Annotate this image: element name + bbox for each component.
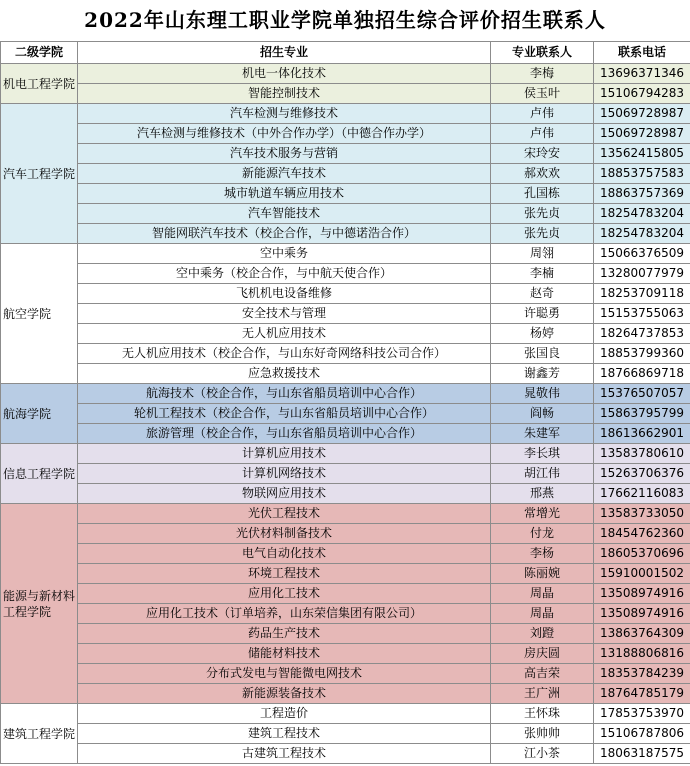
contact-cell[interactable]: 高吉荣 — [491, 664, 594, 684]
phone-cell[interactable]: 17853753970 — [594, 704, 690, 724]
contact-cell[interactable]: 晁敬伟 — [491, 384, 594, 404]
phone-cell[interactable]: 18454762360 — [594, 524, 690, 544]
header-row — [1, 42, 690, 64]
contact-cell[interactable]: 张帅帅 — [491, 724, 594, 744]
sheet-title: 2022年山东理工职业学院单独招生综合评价招生联系人 — [84, 8, 606, 32]
table-row — [1, 284, 690, 304]
contact-cell[interactable]: 李梅 — [491, 64, 594, 84]
major-cell[interactable]: 无人机应用技术（校企合作，与山东好奇网络科技公司合作） — [78, 344, 491, 364]
phone-cell[interactable]: 15910001502 — [594, 564, 690, 584]
table-row — [1, 344, 690, 364]
major-cell[interactable]: 汽车检测与维修技术 — [78, 104, 491, 124]
contact-cell[interactable]: 许聪勇 — [491, 304, 594, 324]
major-cell[interactable]: 建筑工程技术 — [78, 724, 491, 744]
major-cell[interactable]: 应用化工技术（订单培养，山东荣信集团有限公司） — [78, 604, 491, 624]
major-cell[interactable]: 药品生产技术 — [78, 624, 491, 644]
college-cell[interactable]: 航空学院 — [1, 244, 78, 384]
contact-cell[interactable]: 孔国栋 — [491, 184, 594, 204]
phone-cell[interactable]: 18253709118 — [594, 284, 690, 304]
phone-cell[interactable]: 13188806816 — [594, 644, 690, 664]
phone-cell[interactable]: 18764785179 — [594, 684, 690, 704]
phone-cell[interactable]: 15376507057 — [594, 384, 690, 404]
major-cell[interactable]: 应用化工技术 — [78, 584, 491, 604]
header-college[interactable]: 二级学院 — [1, 42, 78, 64]
table-row — [1, 324, 690, 344]
major-cell[interactable]: 机电一体化技术 — [78, 64, 491, 84]
phone-cell[interactable]: 18605370696 — [594, 544, 690, 564]
contact-cell[interactable]: 胡江伟 — [491, 464, 594, 484]
college-cell[interactable]: 汽车工程学院 — [1, 104, 78, 244]
table-row — [1, 304, 690, 324]
table-body — [1, 64, 690, 764]
table-row — [1, 164, 690, 184]
major-cell[interactable]: 汽车检测与维修技术（中外合作办学）（中德合作办学） — [78, 124, 491, 144]
college-cell[interactable]: 建筑工程学院 — [1, 704, 78, 764]
major-cell[interactable]: 空中乘务 — [78, 244, 491, 264]
contact-cell[interactable]: 邢燕 — [491, 484, 594, 504]
table-row — [1, 604, 690, 624]
table-row — [1, 484, 690, 504]
major-cell[interactable]: 汽车技术服务与营销 — [78, 144, 491, 164]
contact-table — [0, 41, 690, 764]
contact-cell[interactable]: 李长琪 — [491, 444, 594, 464]
table-row — [1, 244, 690, 264]
table-row — [1, 744, 690, 764]
phone-cell[interactable]: 18613662901 — [594, 424, 690, 444]
table-row — [1, 424, 690, 444]
table-row — [1, 384, 690, 404]
college-cell[interactable]: 能源与新材料工程学院 — [1, 504, 78, 704]
major-cell[interactable]: 计算机网络技术 — [78, 464, 491, 484]
contact-cell[interactable]: 侯玉叶 — [491, 84, 594, 104]
major-cell[interactable]: 工程造价 — [78, 704, 491, 724]
major-cell[interactable]: 环境工程技术 — [78, 564, 491, 584]
contact-cell[interactable]: 郝欢欢 — [491, 164, 594, 184]
phone-cell[interactable]: 15106787806 — [594, 724, 690, 744]
phone-cell[interactable]: 13863764309 — [594, 624, 690, 644]
phone-cell[interactable]: 18766869718 — [594, 364, 690, 384]
contact-cell[interactable]: 江小茶 — [491, 744, 594, 764]
major-cell[interactable]: 电气自动化技术 — [78, 544, 491, 564]
header-phone[interactable]: 联系电话 — [594, 42, 690, 64]
phone-cell[interactable]: 15069728987 — [594, 124, 690, 144]
header-major[interactable]: 招生专业 — [78, 42, 491, 64]
phone-cell[interactable]: 13583733050 — [594, 504, 690, 524]
major-cell[interactable]: 轮机工程技术（校企合作，与山东省船员培训中心合作） — [78, 404, 491, 424]
major-cell[interactable]: 城市轨道车辆应用技术 — [78, 184, 491, 204]
contact-cell[interactable]: 李杨 — [491, 544, 594, 564]
major-cell[interactable]: 计算机应用技术 — [78, 444, 491, 464]
table-row — [1, 624, 690, 644]
major-cell[interactable]: 新能源装备技术 — [78, 684, 491, 704]
table-row — [1, 564, 690, 584]
phone-cell[interactable]: 18353784239 — [594, 664, 690, 684]
major-cell[interactable]: 光伏材料制备技术 — [78, 524, 491, 544]
contact-cell[interactable]: 卢伟 — [491, 124, 594, 144]
phone-cell[interactable]: 13508974916 — [594, 604, 690, 624]
table-row — [1, 524, 690, 544]
table-row — [1, 64, 690, 84]
table-row — [1, 364, 690, 384]
contact-cell[interactable]: 周翎 — [491, 244, 594, 264]
contact-cell[interactable]: 宋玲安 — [491, 144, 594, 164]
major-cell[interactable]: 汽车智能技术 — [78, 204, 491, 224]
phone-cell[interactable]: 13696371346 — [594, 64, 690, 84]
table-row — [1, 644, 690, 664]
contact-cell[interactable]: 周晶 — [491, 584, 594, 604]
major-cell[interactable]: 分布式发电与智能微电网技术 — [78, 664, 491, 684]
phone-cell[interactable]: 13280077979 — [594, 264, 690, 284]
major-cell[interactable]: 空中乘务（校企合作，与中航天使合作） — [78, 264, 491, 284]
major-cell[interactable]: 应急救援技术 — [78, 364, 491, 384]
phone-cell[interactable]: 13583780610 — [594, 444, 690, 464]
major-cell[interactable]: 无人机应用技术 — [78, 324, 491, 344]
table-row — [1, 104, 690, 124]
phone-cell[interactable]: 18063187575 — [594, 744, 690, 764]
contact-cell[interactable]: 常增光 — [491, 504, 594, 524]
major-cell[interactable]: 光伏工程技术 — [78, 504, 491, 524]
major-cell[interactable]: 新能源汽车技术 — [78, 164, 491, 184]
major-cell[interactable]: 智能控制技术 — [78, 84, 491, 104]
contact-cell[interactable]: 刘蹬 — [491, 624, 594, 644]
contact-cell[interactable]: 朱建军 — [491, 424, 594, 444]
phone-cell[interactable]: 15863795799 — [594, 404, 690, 424]
contact-cell[interactable]: 张先贞 — [491, 224, 594, 244]
phone-cell[interactable]: 15106794283 — [594, 84, 690, 104]
contact-cell[interactable]: 谢鑫芳 — [491, 364, 594, 384]
header-contact[interactable]: 专业联系人 — [491, 42, 594, 64]
contact-cell[interactable]: 卢伟 — [491, 104, 594, 124]
table-row — [1, 204, 690, 224]
phone-cell[interactable]: 18853757583 — [594, 164, 690, 184]
contact-cell[interactable]: 张国良 — [491, 344, 594, 364]
major-cell[interactable]: 旅游管理（校企合作，与山东省船员培训中心合作） — [78, 424, 491, 444]
phone-cell[interactable]: 15069728987 — [594, 104, 690, 124]
contact-cell[interactable]: 周晶 — [491, 604, 594, 624]
table-row — [1, 684, 690, 704]
table-row — [1, 264, 690, 284]
table-row — [1, 584, 690, 604]
college-cell[interactable]: 机电工程学院 — [1, 64, 78, 104]
table-row — [1, 504, 690, 524]
contact-cell[interactable]: 阎畅 — [491, 404, 594, 424]
phone-cell[interactable]: 17662116083 — [594, 484, 690, 504]
table-row — [1, 224, 690, 244]
major-cell[interactable]: 安全技术与管理 — [78, 304, 491, 324]
table-row — [1, 124, 690, 144]
phone-cell[interactable]: 18853799360 — [594, 344, 690, 364]
contact-cell[interactable]: 赵奇 — [491, 284, 594, 304]
table-row — [1, 404, 690, 424]
major-cell[interactable]: 智能网联汽车技术（校企合作，与中德诺浩合作） — [78, 224, 491, 244]
phone-cell[interactable]: 15263706376 — [594, 464, 690, 484]
table-row — [1, 724, 690, 744]
phone-cell[interactable]: 15153755063 — [594, 304, 690, 324]
table-row — [1, 84, 690, 104]
major-cell[interactable]: 古建筑工程技术 — [78, 744, 491, 764]
contact-cell[interactable]: 李楠 — [491, 264, 594, 284]
contact-cell[interactable]: 杨婷 — [491, 324, 594, 344]
contact-cell[interactable]: 陈丽婉 — [491, 564, 594, 584]
phone-cell[interactable]: 18863757369 — [594, 184, 690, 204]
major-cell[interactable]: 飞机机电设备维修 — [78, 284, 491, 304]
table-row — [1, 664, 690, 684]
contact-cell[interactable]: 王广洲 — [491, 684, 594, 704]
table-row — [1, 144, 690, 164]
table-row — [1, 544, 690, 564]
contact-cell[interactable]: 房庆圆 — [491, 644, 594, 664]
phone-cell[interactable]: 18264737853 — [594, 324, 690, 344]
table-row — [1, 464, 690, 484]
contact-cell[interactable]: 付龙 — [491, 524, 594, 544]
major-cell[interactable]: 物联网应用技术 — [78, 484, 491, 504]
phone-cell[interactable]: 15066376509 — [594, 244, 690, 264]
college-cell[interactable]: 信息工程学院 — [1, 444, 78, 504]
phone-cell[interactable]: 13508974916 — [594, 584, 690, 604]
major-cell[interactable]: 储能材料技术 — [78, 644, 491, 664]
contact-cell[interactable]: 张先贞 — [491, 204, 594, 224]
phone-cell[interactable]: 13562415805 — [594, 144, 690, 164]
phone-cell[interactable]: 18254783204 — [594, 224, 690, 244]
contact-cell[interactable]: 王怀珠 — [491, 704, 594, 724]
major-cell[interactable]: 航海技术（校企合作，与山东省船员培训中心合作） — [78, 384, 491, 404]
phone-cell[interactable]: 18254783204 — [594, 204, 690, 224]
table-row — [1, 444, 690, 464]
table-row — [1, 704, 690, 724]
table-row — [1, 184, 690, 204]
college-cell[interactable]: 航海学院 — [1, 384, 78, 444]
